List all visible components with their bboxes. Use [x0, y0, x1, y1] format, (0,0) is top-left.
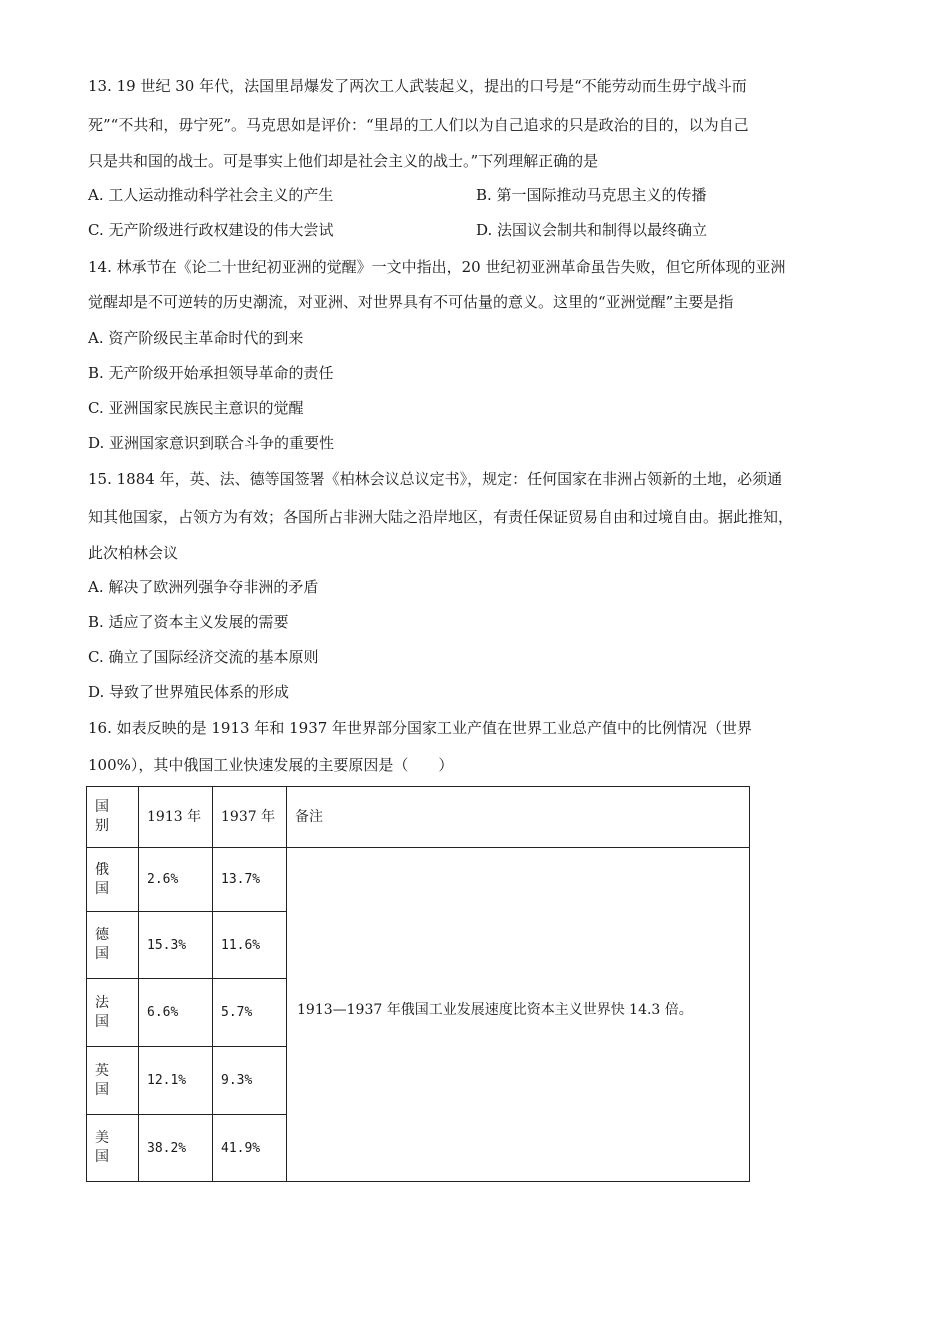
table-row [87, 848, 750, 912]
q15-option-c: C. 确立了国际经济交流的基本原则 [88, 648, 319, 666]
row-1913-value: 6.6% [139, 979, 213, 1047]
header-note: 备注 [287, 787, 750, 848]
q14-option-c: C. 亚洲国家民族民主意识的觉醒 [88, 399, 304, 417]
row-country: 美国 [95, 1130, 109, 1165]
table-note: 1913—1937 年俄国工业发展速度比资本主义世界快 14.3 倍。 [297, 1002, 693, 1018]
q15-stem-line-3: 此次柏林会议 [88, 544, 179, 562]
table-header-row [87, 787, 750, 848]
q13-stem-line-2: 死”“不共和，毋宁死”。马克思如是评价：“里昂的工人们以为自己追求的只是政治的目的，以为自己 [88, 116, 749, 134]
q14-stem-line-1: 14. 林承节在《论二十世纪初亚洲的觉醒》一文中指出，20 世纪初亚洲革命虽告失败，但它所体现的亚洲 [88, 258, 786, 276]
header-1937: 1937 年 [213, 787, 287, 848]
q13-option-b: B. 第一国际推动马克思主义的传播 [476, 186, 707, 204]
q13-option-d: D. 法国议会制共和制得以最终确立 [476, 221, 708, 239]
row-country: 英国 [95, 1062, 109, 1098]
q13-option-c: C. 无产阶级进行政权建设的伟大尝试 [88, 221, 334, 239]
row-country: 德国 [95, 927, 109, 962]
q14-stem-line-2: 觉醒却是不可逆转的历史潮流，对亚洲、对世界具有不可估量的意义。这里的“亚洲觉醒”主要是指 [88, 293, 734, 311]
q15-option-a: A. 解决了欧洲列强争夺非洲的矛盾 [88, 578, 319, 596]
q15-option-b: B. 适应了资本主义发展的需要 [88, 613, 289, 631]
header-country: 国别 [87, 787, 139, 848]
row-1937-value: 41.9% [213, 1115, 287, 1182]
q14-option-b: B. 无产阶级开始承担领导革命的责任 [88, 364, 334, 382]
row-1913-value: 2.6% [139, 848, 213, 912]
q14-option-d: D. 亚洲国家意识到联合斗争的重要性 [88, 434, 335, 452]
row-1937-value: 9.3% [213, 1047, 287, 1115]
q15-option-d: D. 导致了世界殖民体系的形成 [88, 683, 290, 701]
industrial-output-table [86, 786, 750, 1182]
row-1937-value: 13.7% [213, 848, 287, 912]
row-1913-value: 15.3% [139, 912, 213, 979]
q16-stem-line-2: 100%），其中俄国工业快速发展的主要原因是（ ） [88, 756, 454, 774]
q13-stem-line-3: 只是共和国的战士。可是事实上他们却是社会主义的战士。”下列理解正确的是 [88, 152, 599, 170]
q14-option-a: A. 资产阶级民主革命时代的到来 [88, 329, 304, 347]
row-country: 俄国 [95, 861, 109, 897]
row-1937-value: 5.7% [213, 979, 287, 1047]
header-1913: 1913 年 [139, 787, 213, 848]
row-1937-value: 11.6% [213, 912, 287, 979]
row-country: 法国 [95, 994, 109, 1030]
q16-stem-line-1: 16. 如表反映的是 1913 年和 1937 年世界部分国家工业产值在世界工业总产值中的比例情况（世界 [88, 719, 753, 737]
q15-stem-line-2: 知其他国家，占领方为有效；各国所占非洲大陆之沿岸地区，有责任保证贸易自由和过境自由。据此推知， [88, 508, 794, 526]
row-1913-value: 38.2% [139, 1115, 213, 1182]
q13-stem-line-1: 13. 19 世纪 30 年代，法国里昂爆发了两次工人武装起义，提出的口号是“不能劳动而生毋宁战斗而 [88, 77, 747, 95]
q15-stem-line-1: 15. 1884 年，英、法、德等国签署《柏林会议总议定书》，规定：任何国家在非洲占领新的土地，必须通 [88, 470, 783, 488]
row-1913-value: 12.1% [139, 1047, 213, 1115]
q13-option-a: A. 工人运动推动科学社会主义的产生 [88, 186, 334, 204]
